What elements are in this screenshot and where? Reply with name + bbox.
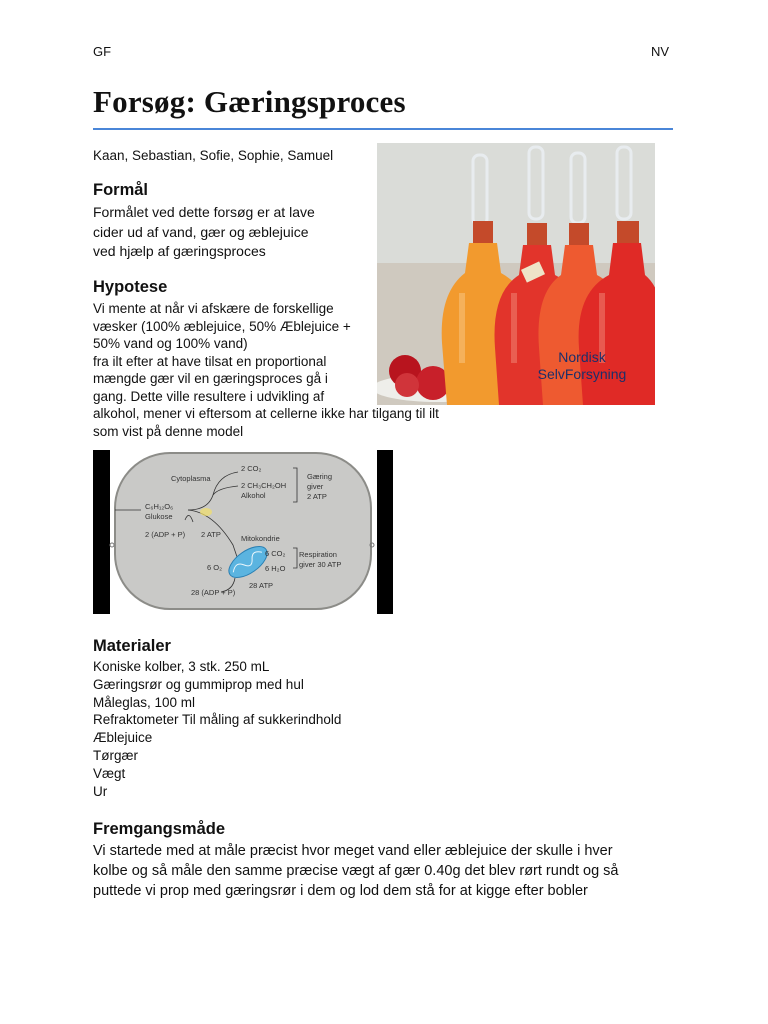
hypotese-line: væsker (100% æblejuice, 50% Æblejuice + (93, 318, 351, 334)
label-ethanol: 2 CH₃CH₂OH (241, 481, 287, 490)
cider-bottles-photo (377, 143, 655, 405)
label-alkohol: Alkohol (241, 491, 266, 500)
material-item: Måleglas, 100 ml (93, 694, 196, 710)
label-atp-left: 2 ATP (201, 530, 221, 539)
material-item: Refraktometer Til måling af sukkerindhold (93, 712, 342, 728)
title-underline (93, 128, 673, 130)
hypotese-heading: Hypotese (93, 278, 168, 296)
material-item: Gæringsrør og gummiprop med hul (93, 676, 304, 692)
label-gaering-atp: 2 ATP (307, 492, 327, 501)
label-resp-atp: giver 30 ATP (299, 560, 342, 569)
watermark-line: Nordisk (558, 349, 606, 365)
formaal-text (93, 203, 315, 262)
label-glucose-formula: C₆H₁₂O₆ (145, 502, 174, 511)
fremgang-heading: Fremgangsmåde (93, 820, 226, 838)
hypotese-line: Vi mente at når vi afskære de forskellige (93, 301, 334, 316)
watermark-line: SelvForsyning (537, 366, 627, 382)
label-cytoplasma: Cytoplasma (171, 474, 211, 483)
label-co2: 2 CO₂ (241, 464, 262, 473)
label-28-adp: 28 (ADP + P) (191, 588, 236, 597)
material-item: Ur (93, 783, 108, 799)
hypotese-line: som vist på denne model (93, 423, 244, 439)
formaal-heading: Formål (93, 181, 149, 199)
label-giver: giver (307, 482, 324, 491)
hypotese-line: 50% vand og 100% vand) (93, 336, 248, 351)
material-item: Tørgær (93, 747, 138, 763)
photo-watermark (527, 349, 637, 383)
label-gaering: Gæring (307, 472, 333, 481)
fremgang-line: puttede vi prop med gæringsrør i dem og lod dem stå for at kigge efter bobler (93, 883, 588, 899)
label-co2-mito: 6 CO₂ (265, 549, 286, 558)
fremgang-text (93, 841, 618, 901)
fremgang-line: Vi startede med at måle præcist hvor meget vand eller æblejuice der skulle i hver (93, 843, 613, 859)
label-mitokondrie: Mitokondrie (241, 534, 280, 543)
label-h2o: 6 H₂O (265, 564, 286, 573)
hypotese-line: gang. Dette ville resultere i udvikling af (93, 388, 325, 404)
label-28-atp: 28 ATP (249, 581, 274, 590)
hypotese-line: alkohol, mener vi eftersom at cellerne ikke har tilgang til ilt (93, 406, 439, 421)
material-item: Koniske kolber, 3 stk. 250 mL (93, 659, 270, 674)
hypotese-line: fra ilt efter at have tilsat en proportional (93, 353, 327, 369)
authors: Kaan, Sebastian, Sofie, Sophie, Samuel (93, 148, 334, 163)
header-right: NV (651, 44, 670, 59)
material-item: Æblejuice (93, 730, 153, 746)
label-respiration: Respiration (299, 550, 337, 559)
page-title: Forsøg: Gæringsproces (93, 84, 406, 119)
label-glukose: Glukose (145, 512, 173, 521)
label-adp-left: 2 (ADP + P) (145, 530, 186, 539)
formaal-line: ved hjælp af gæringsproces (93, 243, 266, 259)
cell-respiration-diagram (93, 450, 393, 614)
materials-list (93, 658, 341, 800)
material-item: Vægt (93, 765, 126, 781)
hypotese-line: mængde gær vil en gæringsproces gå i (93, 371, 328, 386)
formaal-line: Formålet ved dette forsøg er at lave (93, 204, 315, 220)
materialer-heading: Materialer (93, 637, 171, 655)
fremgang-line: kolbe og så måle den samme præcise vægt af gær 0.40g det blev rørt rundt og så (93, 863, 619, 879)
formaal-line: cider ud af vand, gær og æblejuice (93, 223, 309, 240)
header-left: GF (93, 44, 112, 59)
label-o2: 6 O₂ (207, 563, 222, 572)
